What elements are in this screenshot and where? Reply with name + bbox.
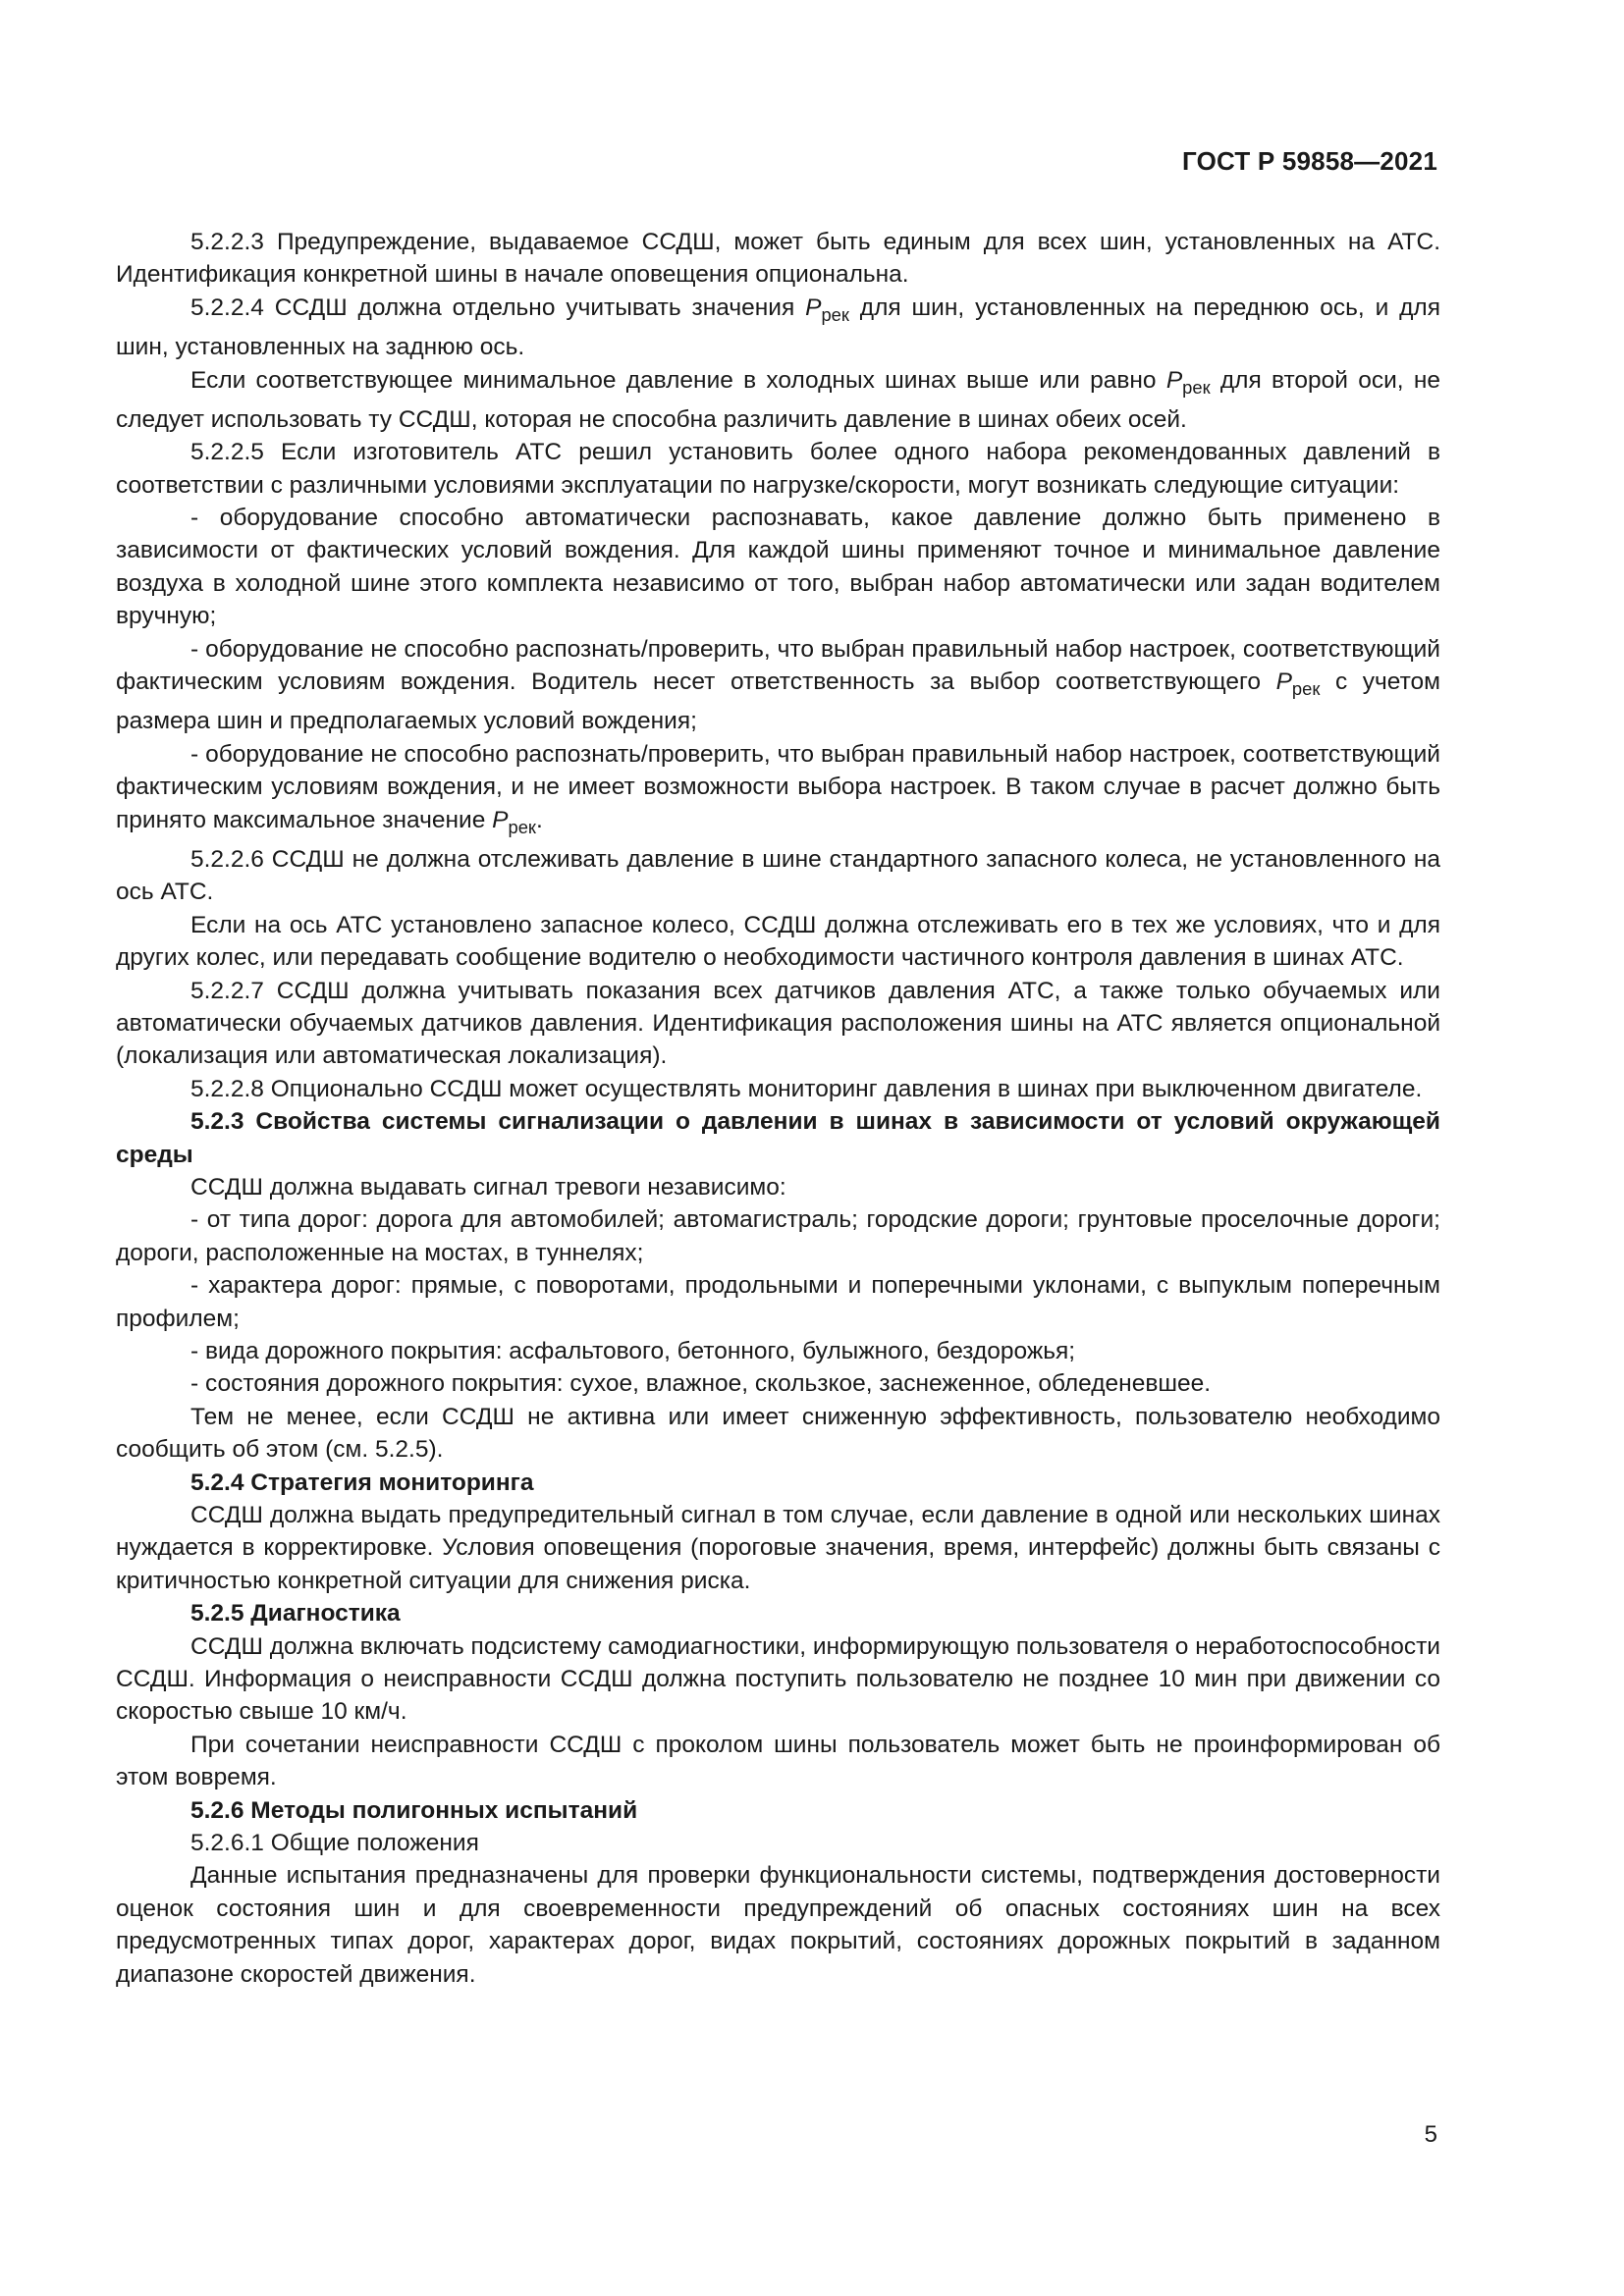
list-item-road-type: - от типа дорог: дорога для автомобилей; автомагистраль; городские дороги; грунтовые проселочные дороги; дороги, расположенные на мостах, в туннелях; <box>116 1206 1440 1266</box>
list-item-auto-recognition: - оборудование способно автоматически распознавать, какое давление должно быть применено в зависимости от фактических условий вождения. Для каждой шины применяют точное и минимальное давление воздуха в холодной шине этого комплекта независимо от того, выбран набор автоматически или задан водителем вручную; <box>116 505 1440 630</box>
paragraph-5-2-2-5: 5.2.2.5 Если изготовитель АТС решил установить более одного набора рекомендованных давлений в соответствии с различными условиями эксплуатации по нагрузке/скорости, могут возникать следующие ситуации: <box>116 439 1440 499</box>
paragraph-inactive-system: Тем не менее, если ССДШ не активна или имеет сниженную эффективность, пользователю необходимо сообщить об этом (см. 5.2.5). <box>116 1403 1440 1464</box>
paragraph-self-diagnostics: ССДШ должна включать подсистему самодиагностики, информирующую пользователя о неработоспособности ССДШ. Информация о неисправности ССДШ должна поступить пользователю не позднее 10 мин при движении со скоростью свыше 10 км/ч. <box>116 1632 1440 1726</box>
list-item-surface-condition: - состояния дорожного покрытия: сухое, влажное, скользкое, заснеженное, обледеневшее. <box>190 1370 1212 1398</box>
paragraph-test-purpose: Данные испытания предназначены для проверки функциональности системы, подтверждения достоверности оценок состояния шин и для своевременности предупреждений об опасных состояниях шин на всех предусмотренных типах дорог, характерах дорог, видах покрытий, состояниях дорожных покрытий в заданном диапазоне скоростей движения. <box>116 1862 1440 1988</box>
document-body <box>116 226 1440 1991</box>
paragraph-5-2-2-3: 5.2.2.3 Предупреждение, выдаваемое ССДШ, может быть единым для всех шин, установленных на АТС. Идентификация конкретной шины в начале оповещения опциональна. <box>116 229 1440 289</box>
paragraph-5-2-2-8: 5.2.2.8 Опционально ССДШ может осуществлять мониторинг давления в шинах при выключенном двигателе. <box>190 1075 1423 1102</box>
paragraph-5-2-2-7: 5.2.2.7 ССДШ должна учитывать показания всех датчиков давления АТС, а также только обучаемых или автоматически обучаемых датчиков давления. Идентификация расположения шины на АТС является опциональной (локализация или автоматическая локализация). <box>116 977 1440 1070</box>
paragraph-5-2-2-6: 5.2.2.6 ССДШ не должна отслеживать давление в шине стандартного запасного колеса, не установленного на ось АТС. <box>116 845 1440 906</box>
heading-5-2-6: 5.2.6 Методы полигонных испытаний <box>190 1796 638 1824</box>
paragraph-alarm-independent: ССДШ должна выдавать сигнал тревоги независимо: <box>190 1173 786 1201</box>
list-item-driver-responsibility: - оборудование не способно распознать/проверить, что выбран правильный набор настроек, соответствующий фактическим условиям вождения. Водитель несет ответственность за выбор соответствующего $P_{рек}$ с учетом размера шин и предполагаемых условий вождения; <box>116 635 1440 735</box>
paragraph-5-2-2-4: 5.2.2.4 ССДШ должна отдельно учитывать значения $P_{рек}$ для шин, установленных на переднюю ось, и для шин, установленных на заднюю ось. <box>116 294 1440 361</box>
list-item-surface-type: - вида дорожного покрытия: асфальтового, бетонного, булыжного, бездорожья; <box>190 1337 1076 1364</box>
heading-5-2-5: 5.2.5 Диагностика <box>190 1600 401 1628</box>
heading-5-2-4: 5.2.4 Стратегия мониторинга <box>190 1468 534 1496</box>
paragraph-min-pressure-second-axle: Если соответствующее минимальное давление в холодных шинах выше или равно $P_{рек}$ для второй оси, не следует использовать ту ССДШ, которая не способна различить давление в шинах обеих осей. <box>116 366 1440 433</box>
paragraph-puncture-combination: При сочетании неисправности ССДШ с проколом шины пользователь может быть не проинформирован об этом вовремя. <box>116 1731 1440 1791</box>
paragraph-spare-wheel: Если на ось АТС установлено запасное колесо, ССДШ должна отслеживать его в тех же условиях, что и для других колес, или передавать сообщение водителю о необходимости частичного контроля давления в шинах АТС. <box>116 911 1440 972</box>
page-number: 5 <box>1424 2121 1437 2148</box>
heading-5-2-3: 5.2.3 Свойства системы сигнализации о давлении в шинах в зависимости от условий окружающей среды <box>116 1108 1440 1168</box>
list-item-road-character: - характера дорог: прямые, с поворотами, продольными и поперечными уклонами, с выпуклым поперечным профилем; <box>116 1272 1440 1332</box>
paragraph-5-2-6-1: 5.2.6.1 Общие положения <box>190 1830 479 1857</box>
list-item-max-value: - оборудование не способно распознать/проверить, что выбран правильный набор настроек, соответствующий фактическим условиям вождения, и не имеет возможности выбора настроек. В таком случае в расчет должно быть принято максимальное значение $P_{рек}$. <box>116 740 1440 837</box>
document-header: ГОСТ Р 59858—2021 <box>1182 146 1437 176</box>
paragraph-monitoring-strategy: ССДШ должна выдать предупредительный сигнал в том случае, если давление в одной или нескольких шинах нуждается в корректировке. Условия оповещения (пороговые значения, время, интерфейс) должны быть связаны с критичностью конкретной ситуации для снижения риска. <box>116 1502 1440 1594</box>
